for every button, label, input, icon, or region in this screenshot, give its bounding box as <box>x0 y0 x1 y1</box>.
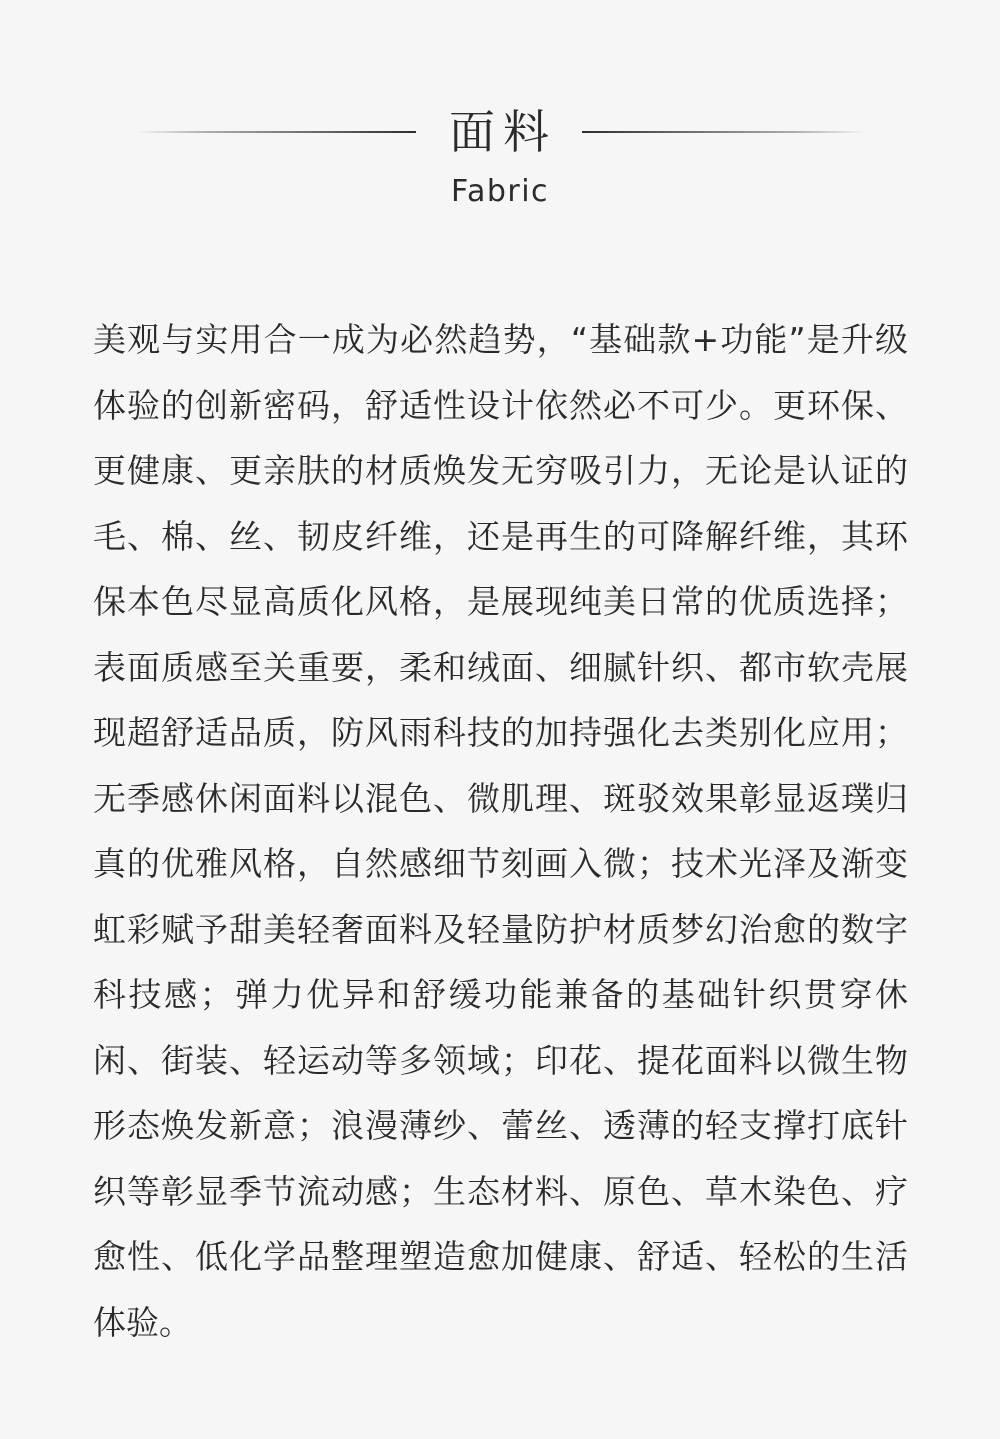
section-header <box>0 0 1000 240</box>
right-divider-line <box>582 131 866 133</box>
section-subtitle: Fabric <box>450 174 550 209</box>
section-title: 面料 <box>449 105 557 159</box>
left-divider-line <box>136 131 416 133</box>
article-paragraph: 美观与实用合一成为必然趋势，“基础款+功能”是升级体验的创新密码，舒适性设计依然必不可少。更环保、更健康、更亲肤的材质焕发无穷吸引力，无论是认证的毛、棉、丝、韧皮纤维，还是再生的可降解纤维，其环保本色尽显高质化风格，是展现纯美日常的优质选择；表面质感至关重要，柔和绒面、细腻针织、都市软壳展现超舒适品质，防风雨科技的加持强化去类别化应用；无季感休闲面料以混色、微肌理、斑驳效果彰显返璞归真的优雅风格，自然感细节刻画入微；技术光泽及渐变虹彩赋予甜美轻奢面料及轻量防护材质梦幻治愈的数字科技感；弹力优异和舒缓功能兼备的基础针织贯穿休闲、街装、轻运动等多领域；印花、提花面料以微生物形态焕发新意；浪漫薄纱、蕾丝、透薄的轻支撑打底针织等彰显季节流动感；生态材料、原色、草木染色、疗愈性、低化学品整理塑造愈加健康、舒适、轻松的生活体验。 <box>93 320 908 1342</box>
